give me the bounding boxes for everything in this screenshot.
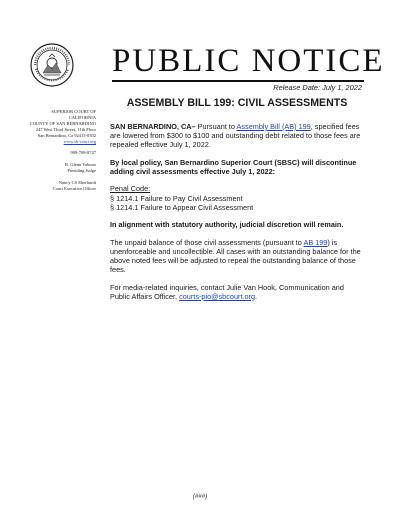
paragraph-discretion: In alignment with statutory authority, judicial discretion will remain. <box>110 220 344 230</box>
sidebar-contact-block <box>0 109 96 192</box>
intro-text-pre: Pursuant to <box>195 122 237 131</box>
phone-number: 909-708-8747 <box>70 150 96 155</box>
paragraph-intro <box>110 122 364 149</box>
dateline: SAN BERNARDINO, CA– <box>110 122 196 131</box>
judge-name: R. Glenn Yabuno <box>64 162 96 167</box>
org-name-line1: SUPERIOR COURT OF <box>51 109 96 114</box>
notice-body <box>110 97 364 309</box>
intro-text-post: , specified fees are lowered from $300 to $100 and outstanding debt related to those fees are repealed effective July 1, 2022. <box>110 122 361 150</box>
title-divider <box>112 80 364 82</box>
website-link[interactable]: www.sb-court.org <box>63 139 96 144</box>
paragraph-media <box>110 283 364 301</box>
balance-text-pre: The unpaid balance of those civil assessments (pursuant to <box>110 237 304 247</box>
ab199-link[interactable]: AB 199 <box>303 237 328 247</box>
penal-code-item: § 1214.1 Failure to Pay Civil Assessment <box>110 193 243 203</box>
pio-email-link[interactable]: courts-pio@sbcourt.org <box>179 291 256 301</box>
notice-heading: ASSEMBLY BILL 199: CIVIL ASSESSMENTS <box>126 97 348 109</box>
address-line1: 247 West Third Street, 11th Floor <box>35 127 96 132</box>
media-text-pre: For media-related inquiries, contact Julie Van Hook, Communication and Public Affairs Officer, <box>110 282 344 301</box>
page-title: PUBLIC NOTICE <box>112 43 385 79</box>
org-name-line2: CALIFORNIA <box>68 115 96 120</box>
address-line2: San Bernardino, Ca 92415-0302 <box>37 133 96 138</box>
release-date: Release Date: July 1, 2022 <box>273 83 362 92</box>
paragraph-policy: By local policy, San Bernardino Superior Court (SBSC) will discontinue adding civil assessments effective July 1, 2022: <box>110 157 357 176</box>
media-text-post: . <box>255 291 258 301</box>
penal-code-list <box>110 184 364 211</box>
court-seal-icon <box>30 43 74 87</box>
balance-text-post: ) is unenforceable and uncollectible. All cases with an outstanding balance for the above noted fees will be adjusted to repeal the outstanding balance of those fees. <box>110 237 361 275</box>
judge-title: Presiding Judge <box>67 168 96 173</box>
officer-name: Nancy CS Eberhardt <box>58 180 96 185</box>
assembly-bill-link[interactable]: Assembly Bill (AB) 199 <box>236 122 311 131</box>
org-name-line3: COUNTY OF SAN BERNARDINO <box>29 121 96 126</box>
end-mark: (###) <box>192 493 208 500</box>
paragraph-balance <box>110 238 364 274</box>
penal-code-item: § 1214.1 Failure to Appear Civil Assessment <box>110 202 254 212</box>
penal-code-label: Penal Code: <box>110 184 151 194</box>
officer-title: Court Executive Officer <box>52 186 96 191</box>
